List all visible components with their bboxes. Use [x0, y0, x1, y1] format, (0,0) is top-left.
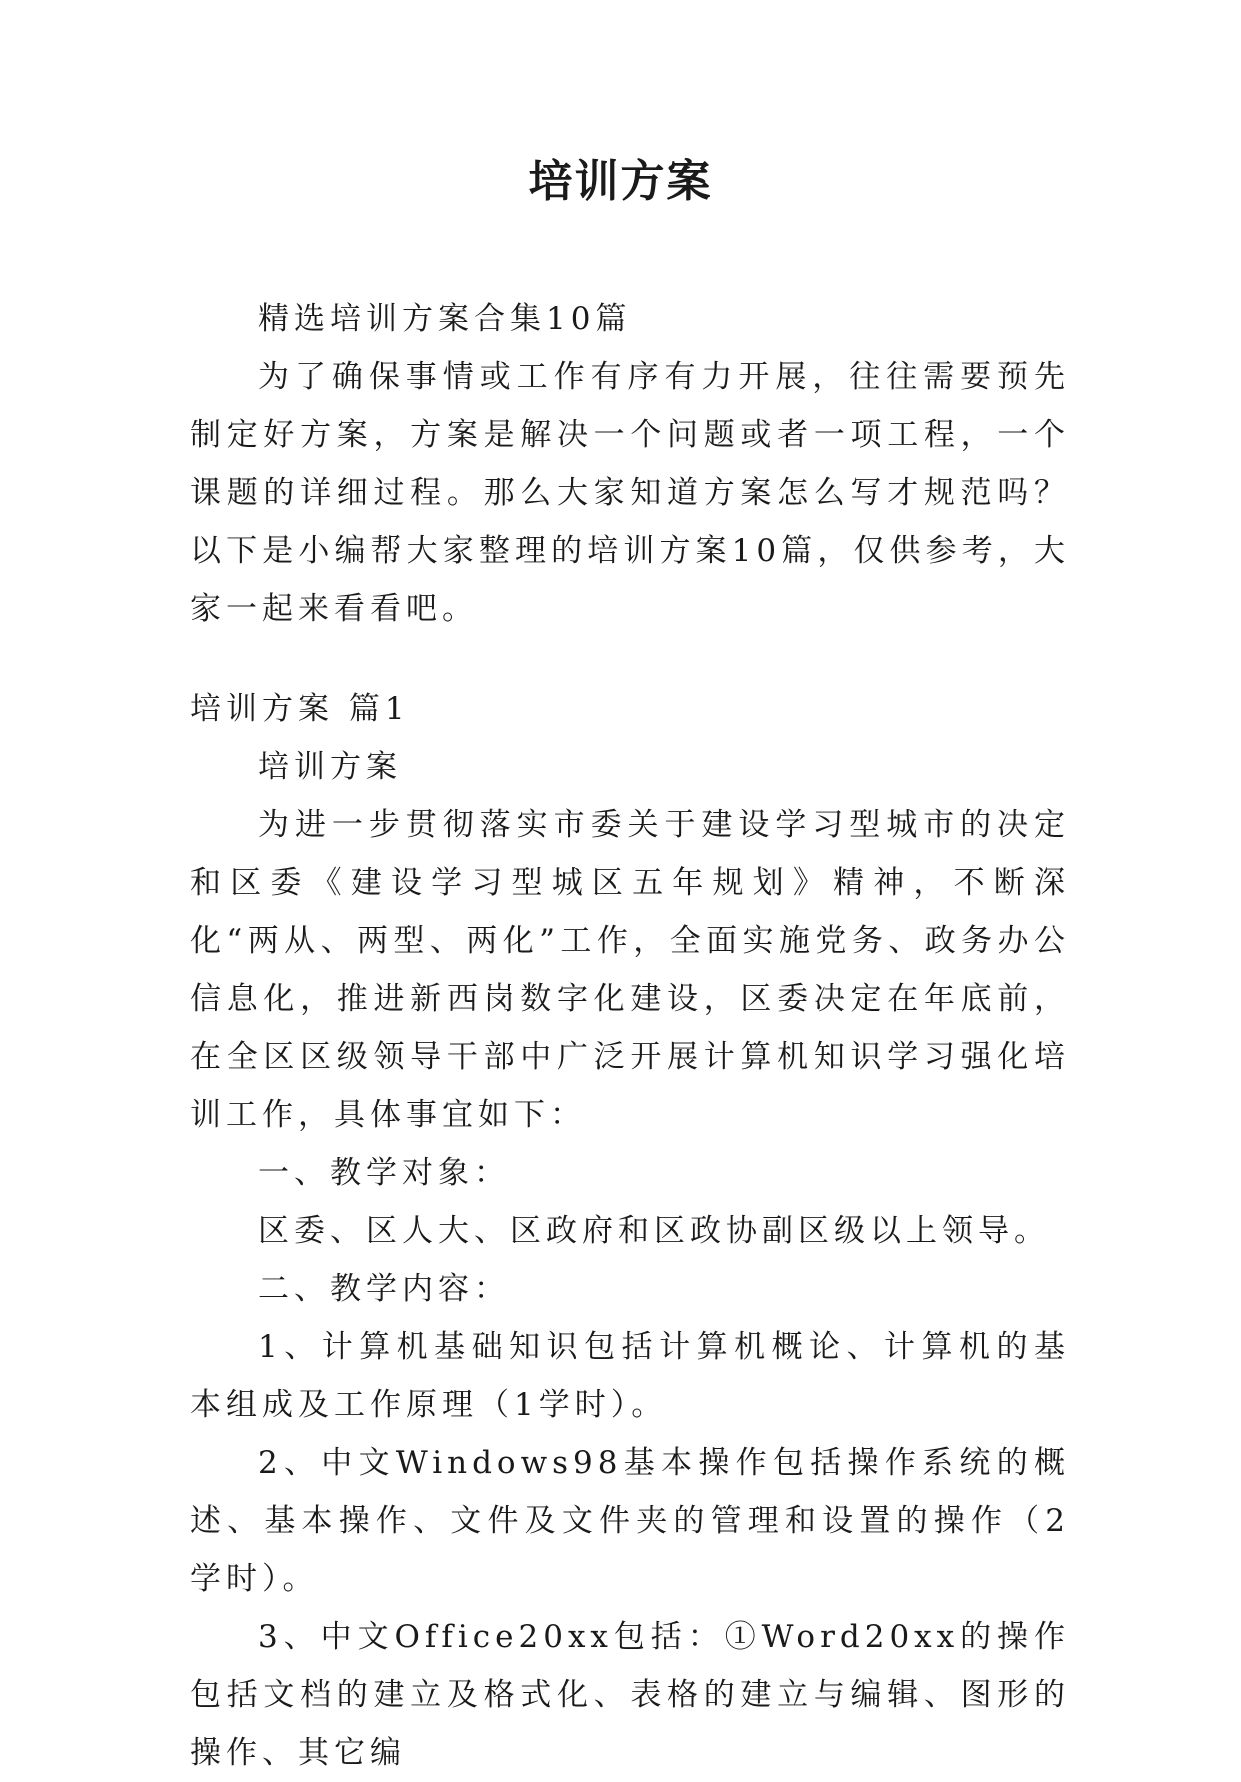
- body-paragraph: 3、中文Office20xx包括：①Word20xx的操作包括文档的建立及格式化、表格的建立与编辑、图形的操作、其它编: [190, 1619, 1070, 1771]
- section-subheading: 培训方案: [258, 749, 402, 785]
- document-body: [190, 290, 1070, 1782]
- section-heading: 培训方案 篇1: [190, 691, 410, 727]
- body-paragraph: 区委、区人大、区政府和区政协副区级以上领导。: [258, 1213, 1050, 1249]
- intro-paragraph: 为了确保事情或工作有序有力开展，往往需要预先制定好方案，方案是解决一个问题或者一项工程，一个课题的详细过程。那么大家知道方案怎么写才规范吗？以下是小编帮大家整理的培训方案10篇，仅供参考，大家一起来看看吧。: [190, 359, 1070, 627]
- body-paragraph: 为进一步贯彻落实市委关于建设学习型城市的决定和区委《建设学习型城区五年规划》精神，不断深化“两从、两型、两化”工作，全面实施党务、政务办公信息化，推进新西岗数字化建设，区委决定在年底前，在全区区级领导干部中广泛开展计算机知识学习强化培训工作，具体事宜如下：: [190, 807, 1070, 1133]
- body-paragraph: 1、计算机基础知识包括计算机概论、计算机的基本组成及工作原理（1学时）。: [190, 1329, 1070, 1423]
- document-title: 培训方案: [528, 156, 713, 207]
- body-paragraph: 一、教学对象：: [258, 1155, 510, 1191]
- body-paragraph: 2、中文Windows98基本操作包括操作系统的概述、基本操作、文件及文件夹的管理和设置的操作（2学时）。: [190, 1445, 1070, 1597]
- body-paragraph: 二、教学内容：: [258, 1271, 510, 1307]
- intro-subtitle: 精选培训方案合集10篇: [258, 301, 632, 337]
